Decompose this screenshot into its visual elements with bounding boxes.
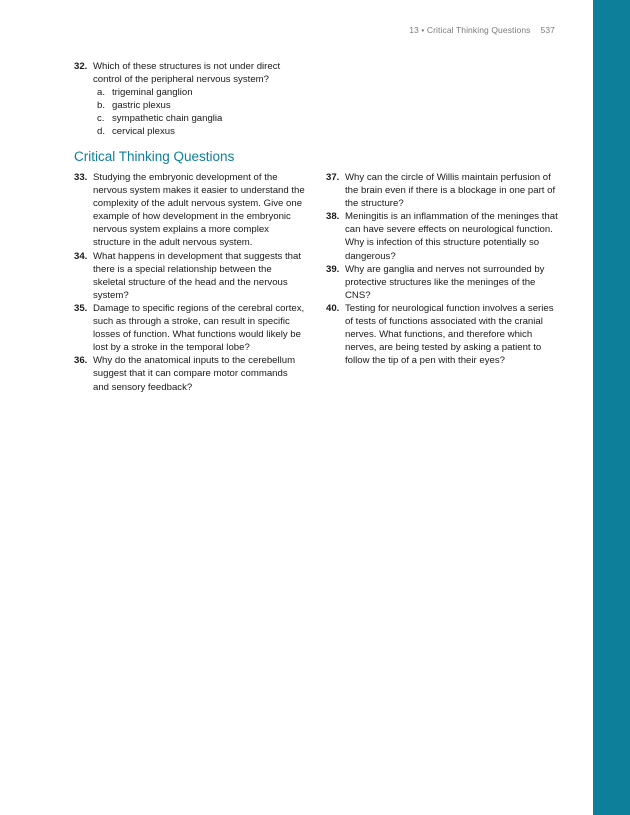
question-text: Damage to specific regions of the cerebral cortex, such as through a stroke, can result in specific losses of function. What functions would likely be lost by a stroke in the temporal lobe? — [93, 302, 305, 354]
question-32-block — [74, 60, 310, 139]
section-title: Critical Thinking Questions — [74, 149, 235, 164]
question-number: 35. — [74, 302, 88, 314]
running-head — [409, 25, 555, 35]
left-column — [74, 171, 306, 394]
option-letter: d. — [97, 126, 106, 138]
question-35 — [74, 302, 306, 354]
question-text: What happens in development that suggests that there is a special relationship between the skeletal structure of the head and the nervous system? — [93, 250, 301, 301]
question-text: Studying the embryonic development of the nervous system makes it easier to understand the complexity of the adult nervous system. Give one example of how development in the embryonic nervous system explains a more complex structure in the adult nervous system. — [93, 172, 305, 249]
question-32 — [74, 60, 310, 86]
question-text: Which of these structures is not under direct control of the peripheral nervous system? — [93, 61, 281, 86]
question-number: 33. — [74, 172, 88, 183]
question-number: 32. — [74, 61, 88, 72]
question-text: Why are ganglia and nerves not surrounded by protective structures like the meninges of the CNS? — [345, 263, 545, 301]
question-36 — [74, 354, 306, 393]
question-text: Testing for neurological function involves a series of tests of functions associated with the cranial nerves. What functions, and therefore which nerves, are being tested by asking a patient to follow the tip of a pen with their eyes? — [345, 302, 554, 367]
question-number: 40. — [326, 302, 340, 314]
question-number: 36. — [74, 355, 88, 367]
question-33 — [74, 171, 306, 250]
question-39 — [326, 263, 562, 302]
question-number: 37. — [326, 172, 340, 183]
question-number: 39. — [326, 263, 340, 275]
option-letter: c. — [97, 113, 105, 125]
question-number: 34. — [74, 250, 88, 262]
option-letter: b. — [97, 100, 106, 112]
question-text: Meningitis is an inflammation of the meninges that can have severe effects on neurological function. Why is infection of this structure potentially so dangerous? — [345, 211, 558, 262]
option-b — [97, 99, 310, 112]
question-38 — [326, 210, 562, 262]
chapter-label: 13 • Critical Thinking Questions — [409, 25, 531, 35]
question-text: Why can the circle of Willis maintain perfusion of the brain even if there is a blockage in one part of the structure? — [345, 172, 556, 210]
option-text: cervical plexus — [112, 126, 175, 138]
option-c — [97, 112, 310, 125]
option-d — [97, 125, 310, 138]
option-text: sympathetic chain ganglia — [112, 113, 223, 125]
question-text: Why do the anatomical inputs to the cerebellum suggest that it can compare motor commands and sensory feedback? — [93, 355, 296, 393]
answer-options — [74, 86, 310, 138]
option-text: trigeminal ganglion — [112, 87, 193, 99]
question-40 — [326, 302, 562, 367]
chapter-sidebar-bar — [593, 0, 630, 815]
option-letter: a. — [97, 87, 106, 99]
option-text: gastric plexus — [112, 100, 171, 112]
question-37 — [326, 171, 562, 210]
page-number: 537 — [540, 25, 555, 35]
question-34 — [74, 250, 306, 302]
question-number: 38. — [326, 211, 340, 223]
option-a — [97, 86, 310, 99]
right-column — [326, 171, 562, 367]
